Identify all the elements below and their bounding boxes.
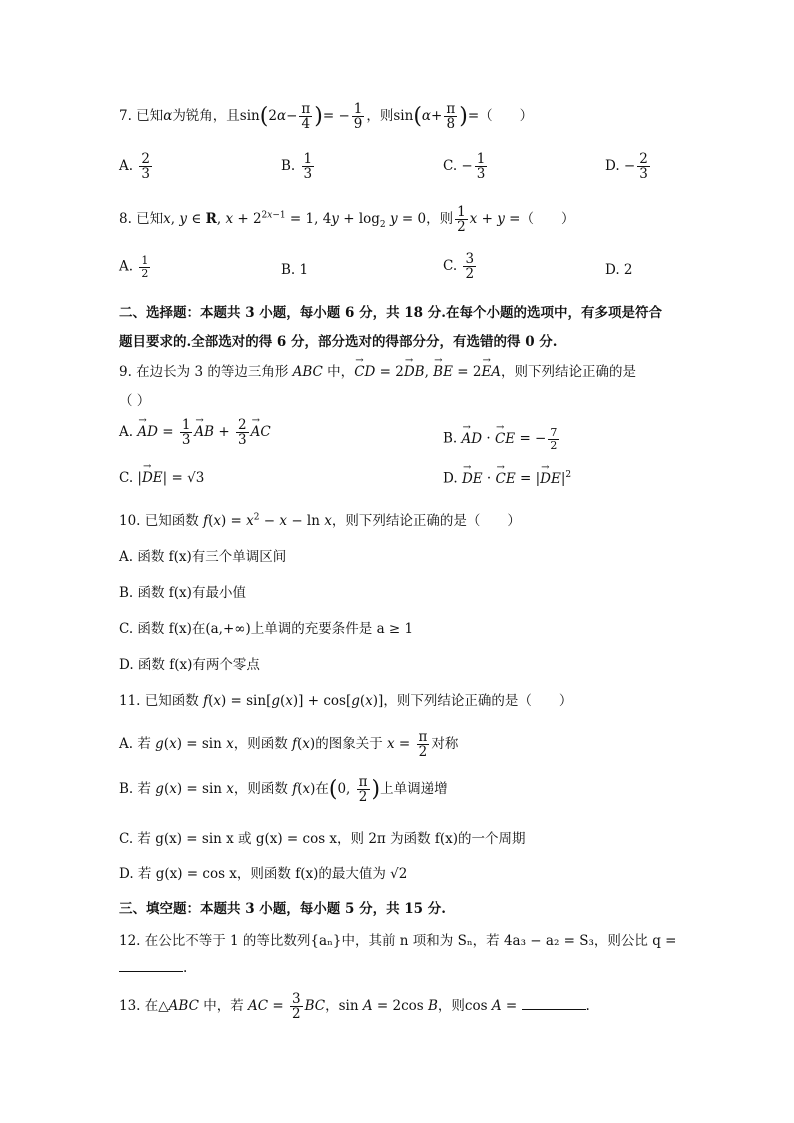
q13-stem: 13. 在△ABC 中，若 AC = $\frac{3}{2}$ BC，sin A = 2cos B，则cos A = . [119, 991, 590, 1023]
q9-option-a: A. → AD = $\frac{1}{3}$ → AB + $\frac{2}{3}$ → AC [119, 418, 271, 447]
q11-stem: 11. 已知函数 f(x) = sin[g(x)] + cos[g(x)]，则下列结论正确的是（ ） [119, 693, 573, 709]
q8-stem: 8. 已知x, y ∈ R, $x + 2^{2x-1} = 1$, $4y + \log_2 y = 0$，则 $\frac{1}{2}$ x + y =（ ） [119, 204, 575, 236]
q10-option-c: C. 函数 f(x)在(a,+∞)上单调的充要条件是 a ≥ 1 [119, 621, 414, 637]
q11-option-a: A. 若 g(x) = sin x，则函数 f(x)的图象关于 x = $\frac{\pi}{2}$ 对称 [119, 729, 459, 761]
q8-option-b: B. 1 [281, 262, 309, 278]
q12-stem: 12. 在公比不等于 1 的等比数列{aₙ}中，其前 n 项和为 Sₙ，若 4a₃ − a₂ = S₃，则公比 q = [119, 933, 677, 949]
q11-option-c: C. 若 g(x) = sin x 或 g(x) = cos x，则 2π 为函数 f(x)的一个周期 [119, 831, 526, 847]
q10-stem: 10. 已知函数 $f(x) = x^2 - x - \ln x$，则下列结论正确的是（ ） [119, 512, 521, 529]
q11-option-b: B. 若 g(x) = sin x，则函数 f(x)在(0, $\frac{\pi}{2}$ )上单调递增 [119, 774, 448, 806]
q8-option-a: A. $\frac{1}{2}$ [119, 254, 149, 280]
q11-option-d: D. 若 g(x) = cos x，则函数 f(x)的最大值为 √2 [119, 866, 408, 882]
section-3-line-1: 三、填空题：本题共 3 小题，每小题 5 分，共 15 分. [119, 901, 446, 917]
q9-option-d: D. → DE · → CE = |→ $DE|^2$ [443, 470, 571, 487]
q7-number: 7. [119, 108, 132, 125]
q8-option-c: C. $\frac{3}{2}$ [443, 251, 475, 283]
section-2-line-1: 二、选择题：本题共 3 小题，每小题 6 分，共 18 分.在每个小题的选项中，有多项是符合 [119, 305, 662, 321]
q10-option-a: A. 函数 f(x)有三个单调区间 [119, 549, 287, 565]
q7-option-c: C. − $\frac{1}{3}$ [443, 151, 486, 183]
q9-option-b: B. → AD · → CE = − $\frac{7}{2}$ [443, 427, 561, 451]
q12-answer-blank[interactable]: . [119, 960, 187, 976]
q9-option-c: C. |→ DE| = √3 [119, 470, 204, 486]
q9-stem-line-2: （ ） [119, 393, 151, 409]
section-2-line-2: 题目要求的.全部选对的得 6 分，部分选对的得部分分，有选错的得 0 分. [119, 334, 558, 350]
q7-option-b: B. $\frac{1}{3}$ [281, 151, 313, 183]
q9-stem: 9. 在边长为 3 的等边三角形 ABC 中，→ CD = 2→ DB, → BE = 2→ EA，则下列结论正确的是 [119, 360, 636, 380]
q10-option-d: D. 函数 f(x)有两个零点 [119, 657, 260, 673]
q8-option-d: D. 2 [605, 262, 633, 278]
q7-option-d: D. − $\frac{2}{3}$ [605, 151, 648, 183]
q7-option-a: A. $\frac{2}{3}$ [119, 151, 150, 183]
q10-option-b: B. 函数 f(x)有最小值 [119, 585, 246, 601]
q7-stem: 7. 已知α为锐角，且sin(2α− $\frac{\pi}{4}$ )= − $\frac{1}{9}$ ，则sin(α+ $\frac{\pi}{8}$ )=（ ） [119, 101, 534, 133]
